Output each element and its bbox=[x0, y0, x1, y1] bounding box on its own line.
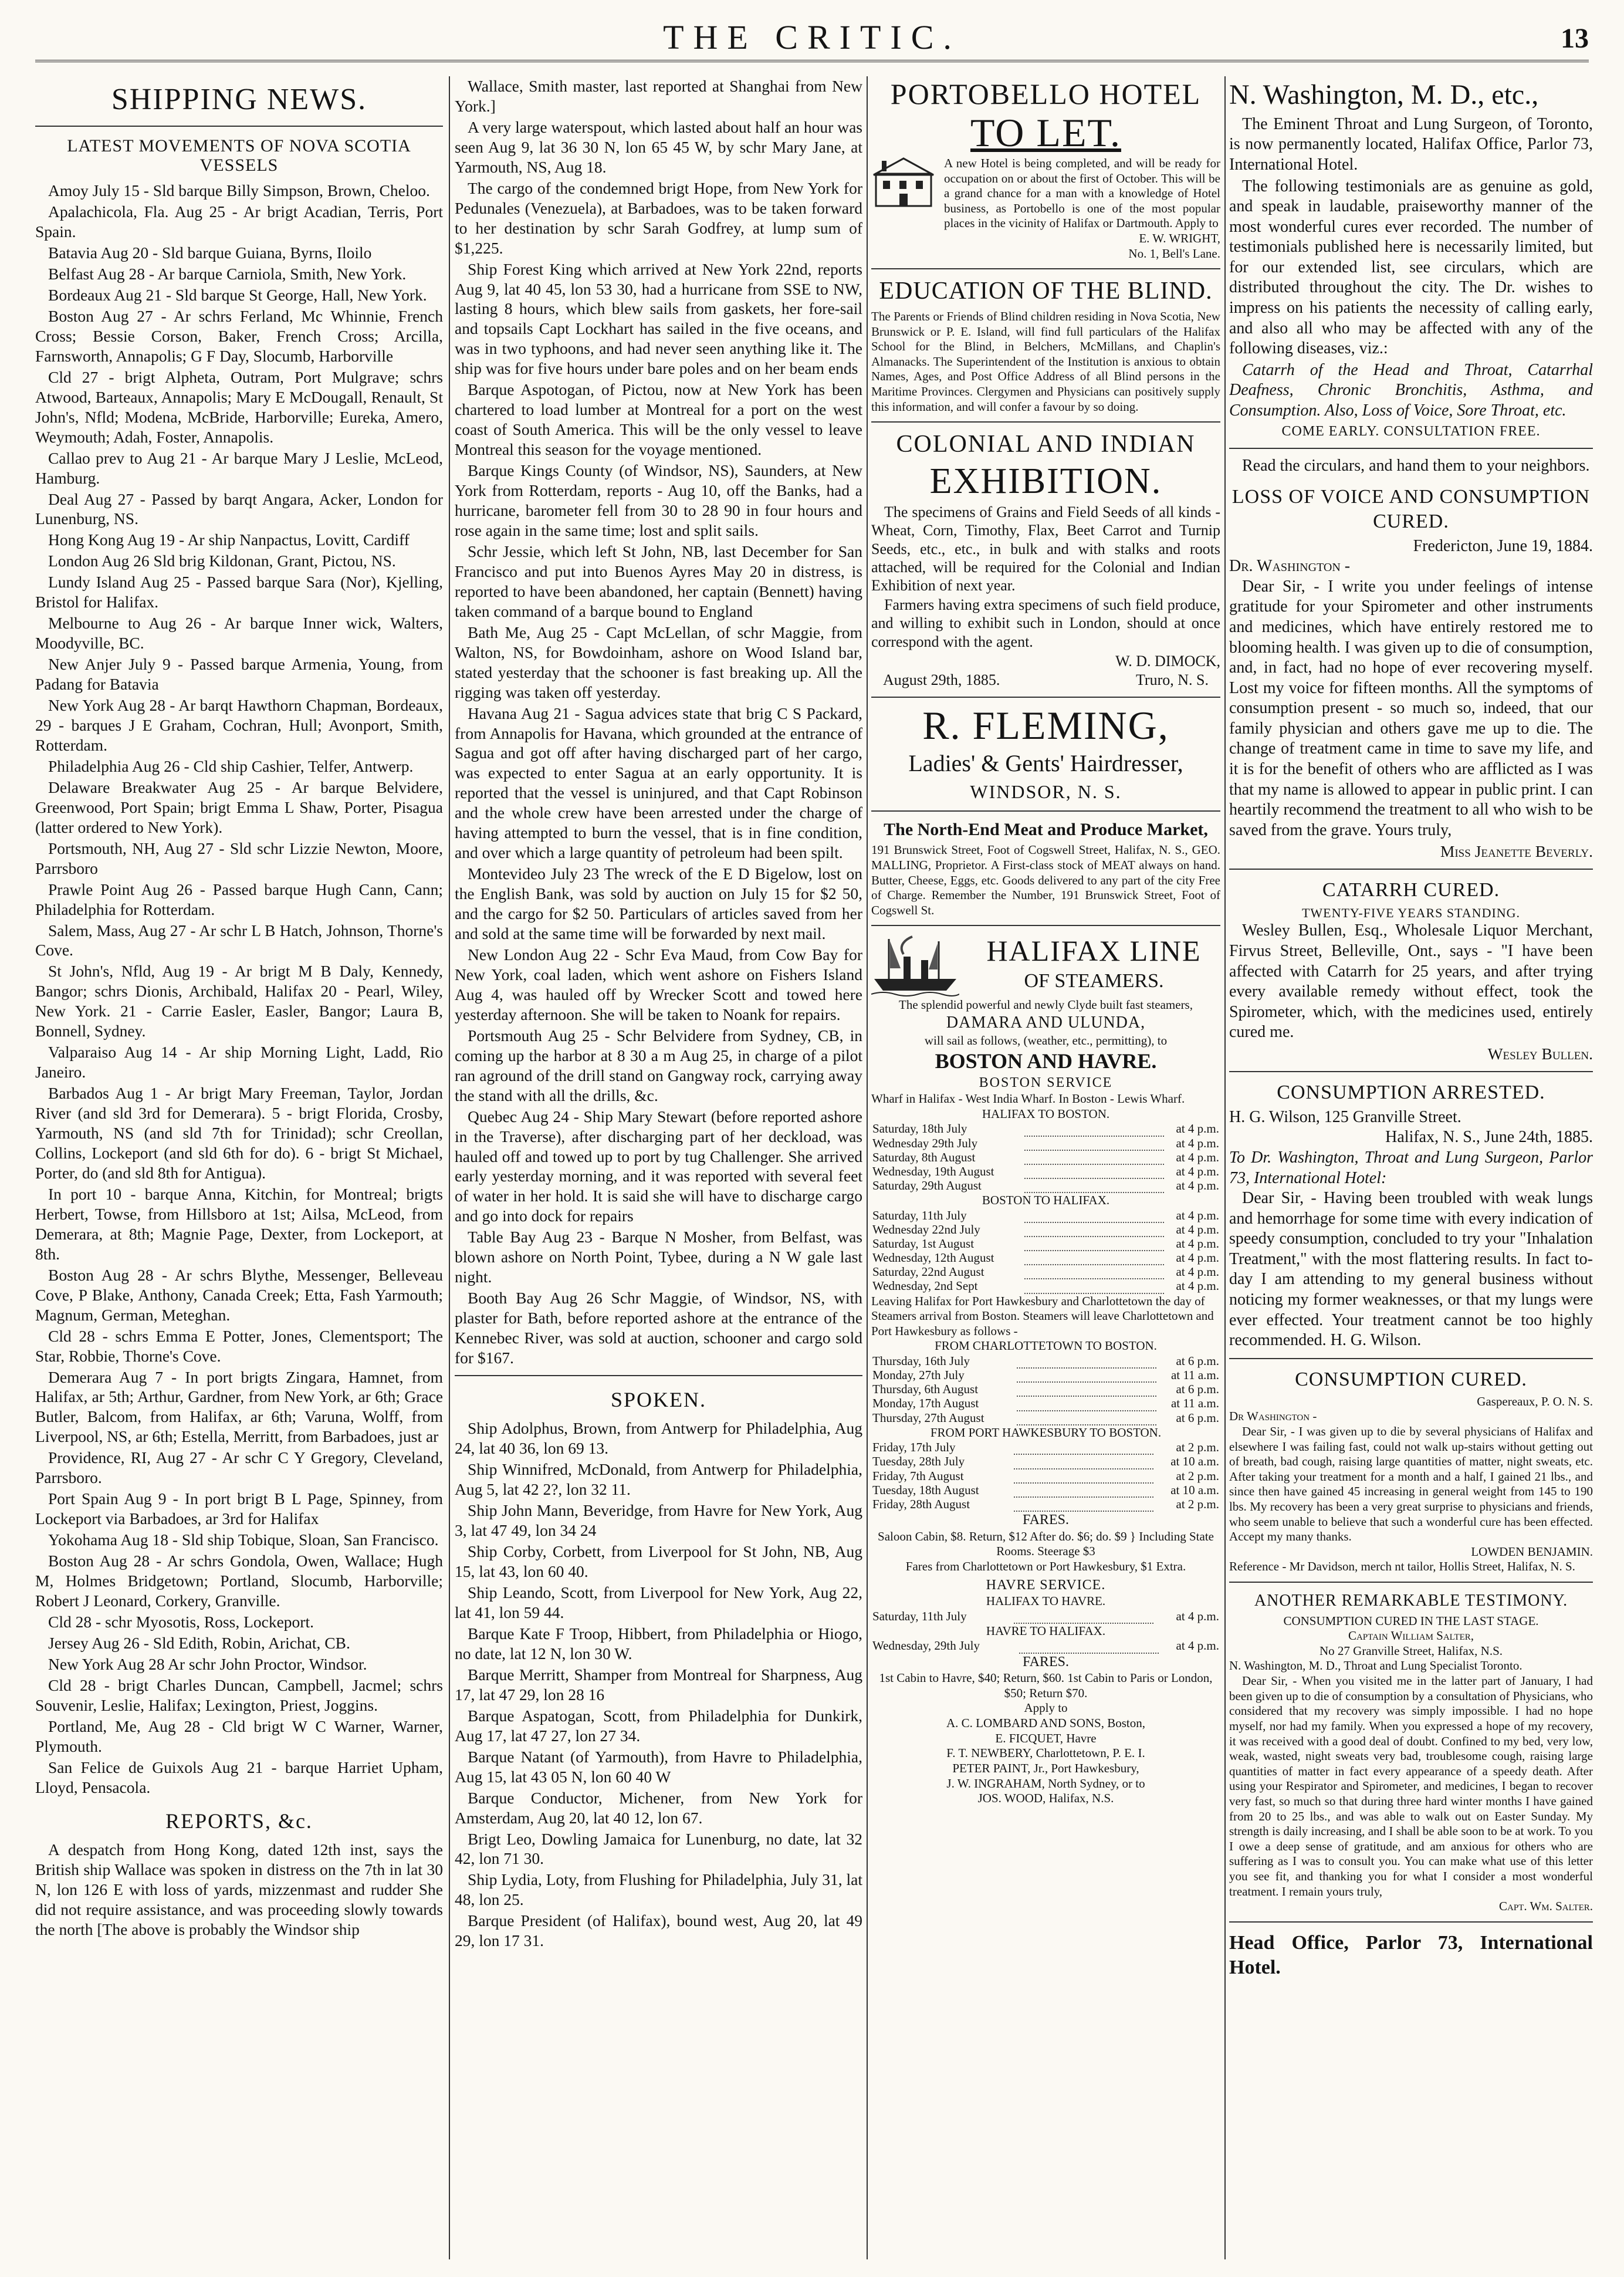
news-item: Cld 28 - brigt Charles Duncan, Campbell, Jacmel; schrs Souvenir, Leslie, Halifax; Lexington, Priest, Joggins. bbox=[35, 1675, 443, 1714]
testimony-address: H. G. Wilson, 125 Granville Street. bbox=[1229, 1107, 1461, 1126]
head-office-line: Head Office, Parlor 73, International Hotel. bbox=[1229, 1931, 1593, 1978]
news-item: Deal Aug 27 - Passed by barqt Angara, Acker, London for Lunenburg, NS. bbox=[35, 489, 443, 528]
ad-portobello-hotel bbox=[871, 79, 1220, 261]
news-item: Philadelphia Aug 26 - Cld ship Cashier, Telfer, Antwerp. bbox=[48, 756, 414, 775]
dot-leader bbox=[1014, 1483, 1153, 1497]
dot-leader bbox=[1024, 1279, 1164, 1293]
column-divider bbox=[867, 76, 868, 2259]
agent-line: A. C. LOMBARD AND SONS, Boston, bbox=[946, 1716, 1145, 1731]
schedule-row bbox=[871, 1354, 1220, 1368]
testimony-title: ANOTHER REMARKABLE TESTIMONY. bbox=[1254, 1592, 1568, 1610]
column-divider bbox=[449, 76, 450, 2259]
schedule-day: Thursday, 6th August bbox=[872, 1382, 979, 1397]
news-item: Table Bay Aug 23 - Barque N Mosher, from Belfast, was blown ashore on North Point, Tybee, during a N W gale last night. bbox=[455, 1228, 862, 1286]
news-item: Booth Bay Aug 26 Schr Maggie, of Windsor, NS, with plaster for Bath, before reported ashore at the entrance of the Kennebec River, was sold at auction, schooner and cargo sold for $167. bbox=[455, 1289, 862, 1367]
divider bbox=[871, 421, 1220, 423]
news-item: Barque Conductor, Michener, from New York for Amsterdam, Aug 20, lat 40 12, lon 67. bbox=[455, 1788, 862, 1827]
news-item: Wallace, Smith master, last reported at Shanghai from New York.] bbox=[455, 77, 862, 115]
news-item: Providence, RI, Aug 27 - Ar schr C Y Gregory, Cleveland, Parrsboro. bbox=[35, 1448, 443, 1487]
news-item: The cargo of the condemned brigt Hope, from New York for Pedunales (Venezuela), at Barbadoes, was to be taken forward to her destination by schr Sarah Godfrey, at lump sum of $1,225. bbox=[455, 178, 862, 257]
divider bbox=[1229, 1921, 1593, 1923]
schedule-time: at 2 p.m. bbox=[1176, 1468, 1219, 1483]
news-item: Boston Aug 27 - Ar schrs Ferland, Mc Whinnie, French Cross; Bessie Corson, Baker, French Cross; Arcilla, Farnsworth, Annapolis; G F Day, Slocumb, Harborville bbox=[35, 306, 443, 365]
fares-text: Saloon Cabin, $8. Return, $12 After do. $6; do. $9 } Including State Rooms. Steerage $3 bbox=[878, 1529, 1214, 1559]
ad-education-blind bbox=[871, 276, 1220, 414]
dot-leader bbox=[1024, 1208, 1164, 1222]
news-item: Montevideo July 23 The wreck of the E D Bigelow, lost on the English Bank, was sold by auction on July 15 for $2 50, and the cargo for $2 50. Particulars of articles saved from her and sold at the same time will be forwarded by next mail. bbox=[455, 864, 862, 943]
news-item: Barque Kings County (of Windsor, NS), Saunders, at New York from Rotterdam, reports - Aug 10, off the Banks, had a hurricane, barometer fell from 30 to 28 90 in four hours and rose again in the same time; lost and split sails. bbox=[455, 461, 862, 539]
dot-leader bbox=[1024, 1251, 1164, 1265]
news-item: Valparaiso Aug 14 - Ar ship Morning Light, Ladd, Rio Janeiro. bbox=[35, 1043, 443, 1082]
agents-list bbox=[871, 1716, 1220, 1806]
dot-leader bbox=[1014, 1440, 1153, 1454]
news-item: Yokohama Aug 18 - Sld ship Tobique, Sloan, San Francisco. bbox=[48, 1531, 439, 1549]
section-heading-shipping-news: SHIPPING NEWS. bbox=[111, 83, 367, 116]
fares-text: 1st Cabin to Havre, $40; Return, $60. 1st Cabin to Paris or London, $50; Return $70. bbox=[879, 1671, 1213, 1700]
news-item: Barque Merritt, Shamper from Montreal for Sharpness, Aug 17, lat 47 29, lon 28 16 bbox=[455, 1665, 862, 1704]
dot-leader bbox=[1024, 1237, 1164, 1251]
section-heading-reports: REPORTS, &c. bbox=[165, 1809, 313, 1833]
news-item: New York Aug 28 Ar schr John Proctor, Windsor. bbox=[48, 1654, 367, 1673]
schedule-row bbox=[871, 1121, 1220, 1136]
schedule-time: at 4 p.m. bbox=[1176, 1136, 1219, 1150]
news-item: Boston Aug 28 - Ar schrs Gondola, Owen, Wallace; Hugh M, Holmes Bridgetown; Portland, Slocumb, Harborville; Robert J Leonard, Corkery, Granville. bbox=[35, 1552, 443, 1610]
dot-leader bbox=[1014, 1454, 1153, 1468]
dot-leader bbox=[1024, 1164, 1164, 1178]
divider bbox=[35, 126, 443, 127]
schedule-day: Thursday, 27th August bbox=[872, 1410, 984, 1425]
schedule-row bbox=[871, 1251, 1220, 1265]
come-early-line: COME EARLY. CONSULTATION FREE. bbox=[1281, 424, 1541, 440]
news-item: New York Aug 28 - Ar barqt Hawthorn Chapman, Bordeaux, 29 - barques J E Graham, Cochran, Hull; Avonport, Smith, Rotterdam. bbox=[35, 696, 443, 754]
ad-title: The North-End Meat and Produce Market, bbox=[884, 820, 1208, 840]
news-item: Bordeaux Aug 21 - Sld barque St George, Hall, New York. bbox=[48, 285, 427, 304]
schedule-time: at 2 p.m. bbox=[1176, 1496, 1219, 1511]
divider bbox=[1229, 1358, 1593, 1359]
column-divider bbox=[1224, 76, 1226, 2259]
ad-title-washington: N. Washington, M. D., etc., bbox=[1229, 79, 1539, 110]
schedule-row bbox=[871, 1265, 1220, 1279]
testimony-signature: Miss Jeanette Beverly. bbox=[1440, 842, 1593, 861]
column-advertisements bbox=[871, 76, 1220, 2259]
hotel-illustration-icon bbox=[871, 156, 936, 209]
schedule-table bbox=[871, 1208, 1220, 1294]
schedule-time: at 4 p.m. bbox=[1176, 1164, 1219, 1178]
testimony-title: LOSS OF VOICE AND CONSUMPTION CURED. bbox=[1231, 485, 1591, 532]
schedule-row bbox=[871, 1136, 1220, 1150]
schedule-time: at 4 p.m. bbox=[1176, 1208, 1219, 1222]
dot-leader bbox=[1017, 1396, 1156, 1410]
divider bbox=[871, 697, 1220, 698]
news-item: Ship Adolphus, Brown, from Antwerp for Philadelphia, Aug 24, lat 40 36, lon 69 13. bbox=[455, 1419, 862, 1458]
reports-paragraph: A despatch from Hong Kong, dated 12th inst, says the British ship Wallace was spoken in distress on the 7th in lat 30 N, lon 126 E with loss of yards, mizzenmast and rudder She did not require assistance, and was proceeding slowly towards the north [The above is probably the Windsor ship bbox=[35, 1840, 443, 1938]
ad-subtitle: OF STEAMERS. bbox=[1024, 969, 1164, 992]
news-item: Portland, Me, Aug 28 - Cld brigt W C Warner, Warner, Plymouth. bbox=[35, 1717, 443, 1755]
schedule-row bbox=[871, 1208, 1220, 1222]
news-item: Bath Me, Aug 25 - Capt McLellan, of schr Maggie, from Walton, NS, for Bowdoinham, ashore on Wood Island bar, stated yesterday that the schooner is fast breaking up. All the rigging was taken off yesterday. bbox=[455, 623, 862, 701]
ad-sail: will sail as follows, (weather, etc., permitting), to bbox=[924, 1033, 1168, 1048]
ad-body: A new Hotel is being completed, and will be ready for occupation on or about the first of October. This will be a grand chance for a man with a knowledge of Hotel business, as Portobello is one of the most popular places in the vicinity of Halifax or Dartmouth. Apply to bbox=[944, 156, 1220, 231]
dot-leader bbox=[1014, 1497, 1153, 1511]
subheading-latest-movements: LATEST MOVEMENTS OF NOVA SCOTIA VESSELS bbox=[67, 136, 411, 175]
schedule-row bbox=[871, 1237, 1220, 1251]
schedule-row bbox=[871, 1454, 1220, 1468]
ad-signature: W. D. DIMOCK, bbox=[1115, 652, 1220, 670]
schedule-time: at 4 p.m. bbox=[1176, 1279, 1219, 1293]
news-item: New Anjer July 9 - Passed barque Armenia, Young, from Padang for Batavia bbox=[35, 655, 443, 694]
ad-title: HALIFAX LINE bbox=[986, 934, 1202, 968]
schedule-table bbox=[871, 1121, 1220, 1193]
divider bbox=[871, 810, 1220, 812]
schedule-day: Friday, 28th August bbox=[872, 1496, 970, 1511]
ad-ships: DAMARA AND ULUNDA, bbox=[946, 1013, 1146, 1032]
schedule-table bbox=[871, 1440, 1220, 1512]
news-item: Prawle Point Aug 26 - Passed barque Hugh Cann, Cann; Philadelphia for Rotterdam. bbox=[35, 880, 443, 918]
ad-title: R. FLEMING, bbox=[922, 702, 1169, 748]
news-item: In port 10 - barque Anna, Kitchin, for Montreal; brigts Herbert, Towse, from Hillsboro at 1st; Ailsa, McLeod, from Demerara, at 8th; Magnie Page, Dexter, from Lockeport, at 8th. bbox=[35, 1184, 443, 1263]
newspaper-title: THE CRITIC. bbox=[663, 18, 961, 56]
fares-extra: Fares from Charlottetown or Port Hawkesbury, $1 Extra. bbox=[905, 1559, 1186, 1573]
schedule-heading: HAVRE TO HALIFAX. bbox=[986, 1623, 1106, 1638]
schedule-day: Wednesday, 19th August bbox=[872, 1164, 994, 1178]
ad-place: WINDSOR, N. S. bbox=[970, 781, 1122, 802]
agent-line: J. W. INGRAHAM, North Sydney, or to bbox=[946, 1776, 1145, 1790]
diseases-paragraph: Catarrh of the Head and Throat, Catarrhal Deafness, Chronic Bronchitis, Asthma, and Consumption. Also, Loss of Voice, Sore Throat, etc. bbox=[1229, 360, 1593, 420]
schedule-row bbox=[871, 1411, 1220, 1425]
news-item: Cld 28 - schrs Emma E Potter, Jones, Clementsport; The Star, Robbie, Thorne's Cove. bbox=[35, 1326, 443, 1365]
fares-heading: FARES. bbox=[1023, 1512, 1069, 1528]
reports-items-list bbox=[455, 76, 862, 1368]
page-number: 13 bbox=[1561, 23, 1589, 54]
schedule-time: at 4 p.m. bbox=[1176, 1150, 1219, 1164]
schedule-day: Thursday, 16th July bbox=[872, 1354, 970, 1369]
news-item: Ship Leando, Scott, from Liverpool for New York, Aug 22, lat 41, lon 59 44. bbox=[455, 1583, 862, 1622]
agent-line: E. FICQUET, Havre bbox=[995, 1731, 1097, 1745]
schedule-day: Monday, 27th July bbox=[872, 1368, 965, 1383]
news-item: Delaware Breakwater Aug 25 - Ar barque Belvidere, Greenwood, Port Spain; brigt Emma L Shaw, Porter, Pisagua (latter ordered to New York). bbox=[35, 778, 443, 836]
read-circulars: Read the circulars, and hand them to your neighbors. bbox=[1242, 457, 1590, 475]
schedule-row bbox=[871, 1469, 1220, 1483]
testimony-reference: Reference - Mr Davidson, merch nt tailor, Hollis Street, Halifax, N. S. bbox=[1229, 1559, 1575, 1574]
schedule-heading: FROM PORT HAWKESBURY TO BOSTON. bbox=[930, 1425, 1162, 1440]
ad-date: August 29th, 1885. bbox=[883, 671, 1000, 688]
news-item: Cld 28 - schr Myosotis, Ross, Lockeport. bbox=[48, 1612, 314, 1631]
section-heading-spoken: SPOKEN. bbox=[610, 1388, 707, 1411]
schedule-day: Wednesday 29th July bbox=[872, 1136, 978, 1150]
testimony-to: To Dr. Washington, Throat and Lung Surgeon, Parlor 73, International Hotel: bbox=[1229, 1148, 1593, 1187]
schedule-time: at 10 a.m. bbox=[1170, 1482, 1219, 1497]
ad-subtitle: Ladies' & Gents' Hairdresser, bbox=[908, 750, 1183, 777]
schedule-heading: BOSTON TO HALIFAX. bbox=[982, 1193, 1110, 1208]
spoken-items-list bbox=[455, 1418, 862, 1951]
testimony-place: Gaspereaux, P. O. N. S. bbox=[1477, 1394, 1593, 1408]
schedule-row bbox=[871, 1222, 1220, 1237]
dot-leader bbox=[1017, 1368, 1156, 1382]
news-item: Portsmouth, NH, Aug 27 - Sld schr Lizzie Newton, Moore, Parrsboro bbox=[35, 839, 443, 877]
news-item: Barque Aspatogan, Scott, from Philadelphia for Dunkirk, Aug 17, lat 47 27, lon 27 34. bbox=[455, 1706, 862, 1745]
schedule-row bbox=[871, 1497, 1220, 1511]
ad-service-heading: HAVRE SERVICE. bbox=[986, 1577, 1106, 1593]
news-item: Barbados Aug 1 - Ar brigt Mary Freeman, Taylor, Jordan River (and sld 3rd for Demerara). 5 - brigt Florida, Crosby, Yarmouth, NS (and sld 7th for Trinidad); schr Creollan, Collins, Lockeport (and sld 6th for do). 6 - brigt St Michael, Porter, do (and sld 8th for Antigua). bbox=[35, 1084, 443, 1182]
schedule-time: at 4 p.m. bbox=[1176, 1121, 1219, 1136]
divider bbox=[871, 925, 1220, 926]
dot-leader bbox=[1024, 1150, 1164, 1164]
dot-leader bbox=[1017, 1354, 1156, 1368]
news-item: Ship Forest King which arrived at New York 22nd, reports Aug 9, lat 40 45, lon 53 30, had a hurricane from SSE to NW, lasting 8 hours, which blew sails from gaskets, her fore-sail and topsails Capt Lockhart has sailed in the five oceans, and was in two typhoons, and had never seen anything like it. The ship was for five hours under bare poles and on her beam ends bbox=[455, 259, 862, 378]
ad-body: The specimens of Grains and Field Seeds of all kinds - Wheat, Corn, Timothy, Flax, Beet Carrot and Turnip Seeds, etc., etc., in bulk and with stalks and roots attached, will be required for the Colonial and Indian Exhibition of next year. bbox=[871, 504, 1220, 594]
schedule-row bbox=[871, 1368, 1220, 1382]
schedule-time: at 6 p.m. bbox=[1176, 1382, 1219, 1397]
ad-title: PORTOBELLO HOTEL bbox=[890, 77, 1202, 110]
ad-body: 191 Brunswick Street, Foot of Cogswell Street, Halifax, N. S., GEO. MALLING, Proprietor. A First-class stock of MEAT always on hand. Butter, Cheese, Eggs, etc. Goods delivered to any part of the city Free of Charge. Remember the Number, 191 Brunswick Street, Foot of Cogswell St. bbox=[871, 843, 1220, 917]
schedule-table bbox=[871, 1639, 1220, 1653]
dot-leader bbox=[1024, 1265, 1164, 1279]
schedule-heading: HALIFAX TO HAVRE. bbox=[986, 1594, 1106, 1609]
agent-line: PETER PAINT, Jr., Port Hawkesbury, bbox=[952, 1761, 1139, 1775]
testimony-date: Fredericton, June 19, 1884. bbox=[1413, 536, 1593, 555]
divider bbox=[1229, 448, 1593, 449]
dot-leader bbox=[1014, 1469, 1153, 1483]
divider bbox=[871, 268, 1220, 269]
schedule-day: Saturday, 1st August bbox=[872, 1237, 975, 1251]
ad-title: COLONIAL AND INDIAN bbox=[896, 431, 1196, 458]
schedule-time: at 4 p.m. bbox=[1176, 1639, 1219, 1653]
testimony-body: Dear Sir, - Having been troubled with weak lungs and hemorrhage for some time with every indication of speedy consumption, concluded to try your "Inhalation Treatment," with the most flattering results. In fact to-day I am attending to my general business without noticing my former weaknesses, or that my lungs were ever effected. Your treatment cannot be too highly recommended. H. G. Wilson. bbox=[1229, 1189, 1593, 1350]
testimony-salutation: Dr. Washington - bbox=[1229, 557, 1351, 576]
news-item: Barque Kate F Troop, Hibbert, from Philadelphia or Hiogo, no date, lat 12 N, lon 30 W. bbox=[455, 1624, 862, 1663]
ad-body: Farmers having extra specimens of such field produce, and willing to exhibit such in London, should at once correspond with the agent. bbox=[871, 596, 1220, 650]
steamship-icon bbox=[871, 933, 959, 998]
testimony-body: Dear Sir, - I was given up to die by several physicians of Halifax and elsewhere I was failing fast, could not walk up-stairs without getting out of breath, bad cough, raising large quantities of matter, night sweats, etc. After taking your treatment for a month and a half, I gained 21 lbs., and since then have gained 45 increasing in general weight from 145 to 190 lbs. My recovery has been a very great surprise to physicians and friends, who seem unable to believe that such a wonderful cure has been effected. Accept my many thanks. bbox=[1229, 1424, 1593, 1544]
news-item: Barque Natant (of Yarmouth), from Havre to Philadelphia, Aug 15, lat 43 05 N, lon 60 40 W bbox=[455, 1747, 862, 1786]
ad-signature: E. W. WRIGHT, bbox=[1139, 231, 1220, 245]
agent-line: JOS. WOOD, Halifax, N.S. bbox=[977, 1791, 1114, 1806]
testimony-address: No 27 Granville Street, Halifax, N.S. bbox=[1319, 1643, 1503, 1658]
schedule-day: Friday, 17th July bbox=[872, 1440, 956, 1455]
testimony-title: CONSUMPTION ARRESTED. bbox=[1277, 1081, 1545, 1103]
schedule-day: Tuesday, 28th July bbox=[872, 1454, 965, 1469]
divider bbox=[1229, 1582, 1593, 1583]
schedule-time: at 6 p.m. bbox=[1176, 1410, 1219, 1425]
schedule-time: at 4 p.m. bbox=[1176, 1237, 1219, 1251]
schedule-table bbox=[871, 1354, 1220, 1425]
news-item: Hong Kong Aug 19 - Ar ship Nanpactus, Lovitt, Cardiff bbox=[48, 531, 410, 549]
testimony-body: Dear Sir, - I write you under feelings of intense gratitude for your Spirometer and other instruments and medicines, which have entirely restored me to blooming health. I was given up to die of consumption, and, in fact, had no hope of ever recovering myself. Lost my voice for fifteen months. All the symptoms of consumption present - so much so, indeed, that our family physician and others gave me up to die. The change of treatment came in time to save my life, and it is for the benefit of others who are afflicted as I was that my name is allowed to appear in public print. I can heartily recommend the treatment to all who wish to be saved from the grave. Yours truly, bbox=[1229, 577, 1593, 839]
news-item: Ship Corby, Corbett, from Liverpool for St John, NB, Aug 15, lat 43, lon 60 40. bbox=[455, 1542, 862, 1581]
ad-leaving: Leaving Halifax for Port Hawkesbury and Charlottetown the day of Steamers arrival from Boston. Steamers will leave Charlottetown and Port Hawkesbury as follows - bbox=[871, 1293, 1214, 1338]
news-item: Batavia Aug 20 - Sld barque Guiana, Byrns, Iloilo bbox=[48, 244, 372, 262]
testimony-signature: Capt. Wm. Salter. bbox=[1498, 1899, 1593, 1914]
news-item: San Felice de Guixols Aug 21 - barque Harriet Upham, Lloyd, Pensacola. bbox=[35, 1758, 443, 1796]
dot-leader bbox=[1024, 1178, 1164, 1192]
ad-wharf: Wharf in Halifax - West India Wharf. In Boston - Lewis Wharf. bbox=[871, 1092, 1185, 1106]
testimony-subtitle: CONSUMPTION CURED IN THE LAST STAGE. bbox=[1283, 1613, 1539, 1628]
news-item: A very large waterspout, which lasted about half an hour was seen Aug 9, lat 36 30 N, lon 65 45 W, by schr Mary Jane, at Yarmouth, NS, Aug 18. bbox=[455, 117, 862, 176]
ad-title: EDUCATION OF THE BLIND. bbox=[879, 278, 1213, 305]
news-item: Cld 27 - brigt Alpheta, Outram, Port Mulgrave; schrs Atwood, Barteaux, Annapolis; Mary E McDougall, Renault, St John's, Nfld; Modena, McBride, Harborville; Eureka, Amero, Weymouth; Adah, Foster, Annapolis. bbox=[35, 367, 443, 446]
news-item: Havana Aug 21 - Sagua advices state that brig C S Packard, from Annapolis for Havana, which grounded at the entrance of Sagua and got off after having discharged part of her cargo, was expected to enter Sagua at an early opportunity. It is reported that the vessel is uninjured, and that Capt Robinson and the whole crew have been arrested under the charge of having attempted to burn the vessel, that is in fine condition, and over which a large quantity of petroleum had been spilt. bbox=[455, 704, 862, 862]
ad-destination: BOSTON AND HAVRE. bbox=[935, 1049, 1157, 1073]
news-item: Ship John Mann, Beveridge, from Havre for New York, Aug 3, lat 47 49, lon 34 24 bbox=[455, 1501, 862, 1540]
news-item: Ship Winnifred, McDonald, from Antwerp for Philadelphia, Aug 5, lat 42 2?, lon 32 11. bbox=[455, 1460, 862, 1499]
schedule-time: at 4 p.m. bbox=[1176, 1265, 1219, 1279]
schedule-time: at 11 a.m. bbox=[1170, 1396, 1219, 1411]
news-item: Quebec Aug 24 - Ship Mary Stewart (before reported ashore in the Traverse), after discharging part of her deckload, was hauled off and towed up to port by tug Challenger. She arrived early yesterday morning, and it was reported with several feet of water in her hold. It is said she will have to discharge cargo and go into dock for repairs bbox=[455, 1107, 862, 1225]
schedule-time: at 4 p.m. bbox=[1176, 1609, 1219, 1623]
schedule-day: Friday, 7th August bbox=[872, 1468, 964, 1483]
schedule-time: at 4 p.m. bbox=[1176, 1222, 1219, 1237]
news-item: New London Aug 22 - Schr Eva Maud, from Cow Bay for New York, coal laden, which went ashore on Fishers Island Aug 4, was hauled off by Wrecker Scott and towed here yesterday afternoon. She will be taken to Noank for repairs. bbox=[455, 945, 862, 1023]
fares-heading: FARES. bbox=[1023, 1654, 1069, 1670]
news-item: Portsmouth Aug 25 - Schr Belvidere from Sydney, CB, in coming up the harbor at 8 30 a m Aug 25, in charge of a pilot ran aground of the drill stand on Gangway rock, carrying away the stand with all the drills, &c. bbox=[455, 1026, 862, 1104]
schedule-row bbox=[871, 1382, 1220, 1396]
testimony-body: Dear Sir, - When you visited me in the latter part of January, I had been given up to die of consumption by a consultation of Physicians, who considered that my recovery was simply impossible. I had no hope myself, nor had my family. When you expressed a hope of my recovery, it was received with a good deal of doubt. Confined to my bed, very low, weak, wasted, night sweats very bad, troublesome cough, raising large quantities of matter in fact every appearance of a speedy death. After using your Respirator and Spirometer, and medicines, I began to recover very fast, so much so that during three hard winter months I have gained from 20 to 25 lbs., and was able to walk out on Easter Sunday. My strength is daily increasing, and I shall be able soon to be at work. To you I owe a deep sense of gratitude, and am anxious for others who are suffering as I was to consult you. You can make what use of this letter you see fit, and thanking you for what I consider a most wonderful treatment. I remain yours truly, bbox=[1229, 1674, 1593, 1898]
schedule-day: Tuesday, 18th August bbox=[872, 1482, 979, 1497]
news-item: Lundy Island Aug 25 - Passed barque Sara (Nor), Kjelling, Bristol for Halifax. bbox=[35, 573, 443, 612]
schedule-table bbox=[871, 1609, 1220, 1624]
ad-title: EXHIBITION. bbox=[929, 461, 1162, 502]
ad-fleming-hairdresser bbox=[871, 702, 1220, 803]
masthead-rule bbox=[35, 60, 1589, 62]
schedule-row bbox=[871, 1279, 1220, 1293]
news-item: Barque President (of Halifax), bound west, Aug 20, lat 49 29, lon 17 31. bbox=[455, 1911, 862, 1950]
schedule-row bbox=[871, 1396, 1220, 1410]
news-item: Salem, Mass, Aug 27 - Ar schr L B Hatch, Johnson, Thorne's Cove. bbox=[35, 921, 443, 960]
ad-service-heading: BOSTON SERVICE bbox=[979, 1075, 1113, 1090]
schedule-heading: FROM CHARLOTTETOWN TO BOSTON. bbox=[935, 1339, 1157, 1353]
testimony-to: N. Washington, M. D., Throat and Lung Specialist Toronto. bbox=[1229, 1658, 1522, 1673]
ad-address: No. 1, Bell's Lane. bbox=[1128, 246, 1220, 261]
news-item: Demerara Aug 7 - In port brigts Zingara, Hamnet, from Halifax, ar 5th; Arthur, Gardner, from New York, ar 6th; Grace Butler, Balcom, from Halifax, ar 6th; Varuna, Wolff, from Liverpool, NS, ar 6th; Estella, Merritt, from Barbadoes, just ar bbox=[35, 1367, 443, 1446]
schedule-day: Wednesday 22nd July bbox=[872, 1222, 980, 1237]
divider bbox=[455, 1375, 862, 1376]
schedule-day: Wednesday, 29th July bbox=[872, 1639, 980, 1653]
schedule-day: Saturday, 18th July bbox=[872, 1121, 967, 1136]
agent-line: F. T. NEWBERY, Charlottetown, P. E. I. bbox=[946, 1746, 1145, 1761]
dot-leader bbox=[1017, 1411, 1156, 1425]
schedule-row bbox=[871, 1164, 1220, 1178]
ad-place: Truro, N. S. bbox=[1135, 671, 1209, 688]
schedule-day: Saturday, 8th August bbox=[872, 1150, 976, 1164]
news-item: Callao prev to Aug 21 - Ar barque Mary J Leslie, McLeod, Hamburg. bbox=[35, 448, 443, 487]
apply-to: Apply to bbox=[1024, 1701, 1068, 1715]
news-item: London Aug 26 Sld brig Kildonan, Grant, Pictou, NS. bbox=[48, 552, 396, 570]
news-item: Boston Aug 28 - Ar schrs Blythe, Messenger, Belleveau Cove, P Blake, Anthony, Canada Creek; Etta, Fash Yarmouth; Magnum, German, Meteghan. bbox=[35, 1265, 443, 1324]
news-item: Ship Lydia, Loty, from Flushing for Philadelphia, July 31, lat 48, lon 25. bbox=[455, 1870, 862, 1909]
news-item: Melbourne to Aug 26 - Ar barque Inner wick, Walters, Moodyville, BC. bbox=[35, 614, 443, 653]
testimony-salutation: Dr Washington - bbox=[1229, 1409, 1317, 1424]
schedule-day: Saturday, 29th August bbox=[872, 1178, 982, 1192]
schedule-time: at 6 p.m. bbox=[1176, 1354, 1219, 1369]
schedule-day: Wednesday, 12th August bbox=[872, 1251, 994, 1265]
schedule-time: at 11 a.m. bbox=[1170, 1368, 1219, 1383]
schedule-time: at 4 p.m. bbox=[1176, 1178, 1219, 1192]
testimony-signature: Wesley Bullen. bbox=[1487, 1044, 1593, 1063]
news-item: St John's, Nfld, Aug 19 - Ar brigt M B Daly, Kennedy, Bangor; schrs Dionis, Archibald, Halifax 20 - Pearl, Wiley, New York. 21 - Carrie Easler, Easler, Bangor; Laura B, Bonnell, Sydney. bbox=[35, 962, 443, 1040]
news-item: Apalachicola, Fla. Aug 25 - Ar brigt Acadian, Terris, Port Spain. bbox=[35, 202, 443, 241]
news-item: Belfast Aug 28 - Ar barque Carniola, Smith, New York. bbox=[48, 265, 407, 283]
dot-leader bbox=[1017, 1382, 1156, 1396]
testimony-date: Halifax, N. S., June 24th, 1885. bbox=[1385, 1128, 1593, 1147]
testimony-name: Captain William Salter, bbox=[1348, 1629, 1474, 1643]
testimony-title: CONSUMPTION CURED. bbox=[1295, 1368, 1527, 1390]
schedule-day: Saturday, 11th July bbox=[872, 1609, 967, 1623]
schedule-heading: HALIFAX TO BOSTON. bbox=[982, 1106, 1110, 1121]
news-item: Schr Jessie, which left St John, NB, last December for San Francisco and put into Buenos Ayres May 20 in distress, is reported to have been abandoned, her captain (Bennett) having taken command of a barque bound to England bbox=[455, 542, 862, 620]
ad-halifax-line bbox=[871, 933, 1220, 1806]
ad-intro: The splendid powerful and newly Clyde built fast steamers, bbox=[899, 998, 1193, 1012]
masthead bbox=[35, 11, 1589, 58]
news-item: Port Spain Aug 9 - In port brigt B L Page, Spinney, from Lockeport via Barbadoes, ar 3rd for Halifax bbox=[35, 1489, 443, 1528]
ad-title: TO LET. bbox=[970, 110, 1121, 155]
schedule-day: Wednesday, 2nd Sept bbox=[872, 1279, 978, 1293]
testimony-body: Wesley Bullen, Esq., Wholesale Liquor Merchant, Firvus Street, Belleville, Ont., says - "I have been affected with Catarrh for 25 years, and after trying every available remedy without effect, took the Spirometer, which, with the medicines used, entirely cured me. bbox=[1229, 921, 1593, 1042]
divider bbox=[1229, 869, 1593, 870]
intro-paragraph: The Eminent Throat and Lung Surgeon, of Toronto, is now permanently located, Halifax Office, Parlor 73, International Hotel. bbox=[1229, 114, 1593, 174]
news-item: Jersey Aug 26 - Sld Edith, Robin, Arichat, CB. bbox=[48, 1633, 350, 1652]
schedule-day: Monday, 17th August bbox=[872, 1396, 979, 1411]
column-reports bbox=[455, 76, 862, 2259]
testimony-subtitle: TWENTY-FIVE YEARS STANDING. bbox=[1301, 906, 1521, 921]
news-item: Brigt Leo, Dowling Jamaica for Lunenburg, no date, lat 32 42, lon 71 30. bbox=[455, 1829, 862, 1868]
news-item: Amoy July 15 - Sld barque Billy Simpson, Brown, Cheloo. bbox=[48, 181, 430, 200]
testimony-title: CATARRH CURED. bbox=[1322, 879, 1500, 901]
news-item: Barque Aspotogan, of Pictou, now at New York has been chartered to load lumber at Montreal for a port on the west coast of South America. This will be the only vessel to leave Montreal this season for the voyage mentioned. bbox=[455, 380, 862, 459]
schedule-row bbox=[871, 1178, 1220, 1192]
schedule-time: at 10 a.m. bbox=[1170, 1454, 1219, 1469]
shipping-items-list bbox=[35, 181, 443, 1797]
testimony-signature: LOWDEN BENJAMIN. bbox=[1471, 1544, 1593, 1559]
schedule-day: Saturday, 22nd August bbox=[872, 1265, 984, 1279]
schedule-time: at 2 p.m. bbox=[1176, 1440, 1219, 1455]
ad-body: The Parents or Friends of Blind children residing in Nova Scotia, New Brunswick or P. E. Island, will find full particulars of the Halifax School for the Blind, in Belchers, McMillans, and Chaplin's Almanacks. The Superintendent of the Institution is anxious to obtain Names, Ages, and Post Office Address of all Blind persons in the Maritime Provinces. Clergymen and Physicians can positively supply this information, and will confer a favour by so doing. bbox=[871, 309, 1220, 414]
ad-north-end-market bbox=[871, 819, 1220, 918]
dot-leader bbox=[1024, 1222, 1164, 1237]
schedule-row bbox=[871, 1150, 1220, 1164]
column-shipping-news bbox=[35, 76, 443, 2259]
column-washington-testimonials bbox=[1229, 76, 1593, 2259]
schedule-day: Saturday, 11th July bbox=[872, 1208, 967, 1222]
schedule-row bbox=[871, 1440, 1220, 1454]
schedule-row bbox=[871, 1483, 1220, 1497]
schedule-time: at 4 p.m. bbox=[1176, 1251, 1219, 1265]
divider bbox=[1229, 1071, 1593, 1072]
dot-leader bbox=[1024, 1121, 1164, 1136]
ad-colonial-exhibition bbox=[871, 430, 1220, 690]
testimonials-paragraph: The following testimonials are as genuine as gold, and speak in laudable, praiseworthy manner of the most wonderful cures ever recorded. The number of testimonials published here is necessarily limited, but for our extended list, see circulars, which are distributed throughout the city. The Dr. wishes to impress on his patients the necessity of calling early, and also all who may be affected with any of the following diseases, viz.: bbox=[1229, 177, 1593, 358]
dot-leader bbox=[1024, 1136, 1164, 1150]
